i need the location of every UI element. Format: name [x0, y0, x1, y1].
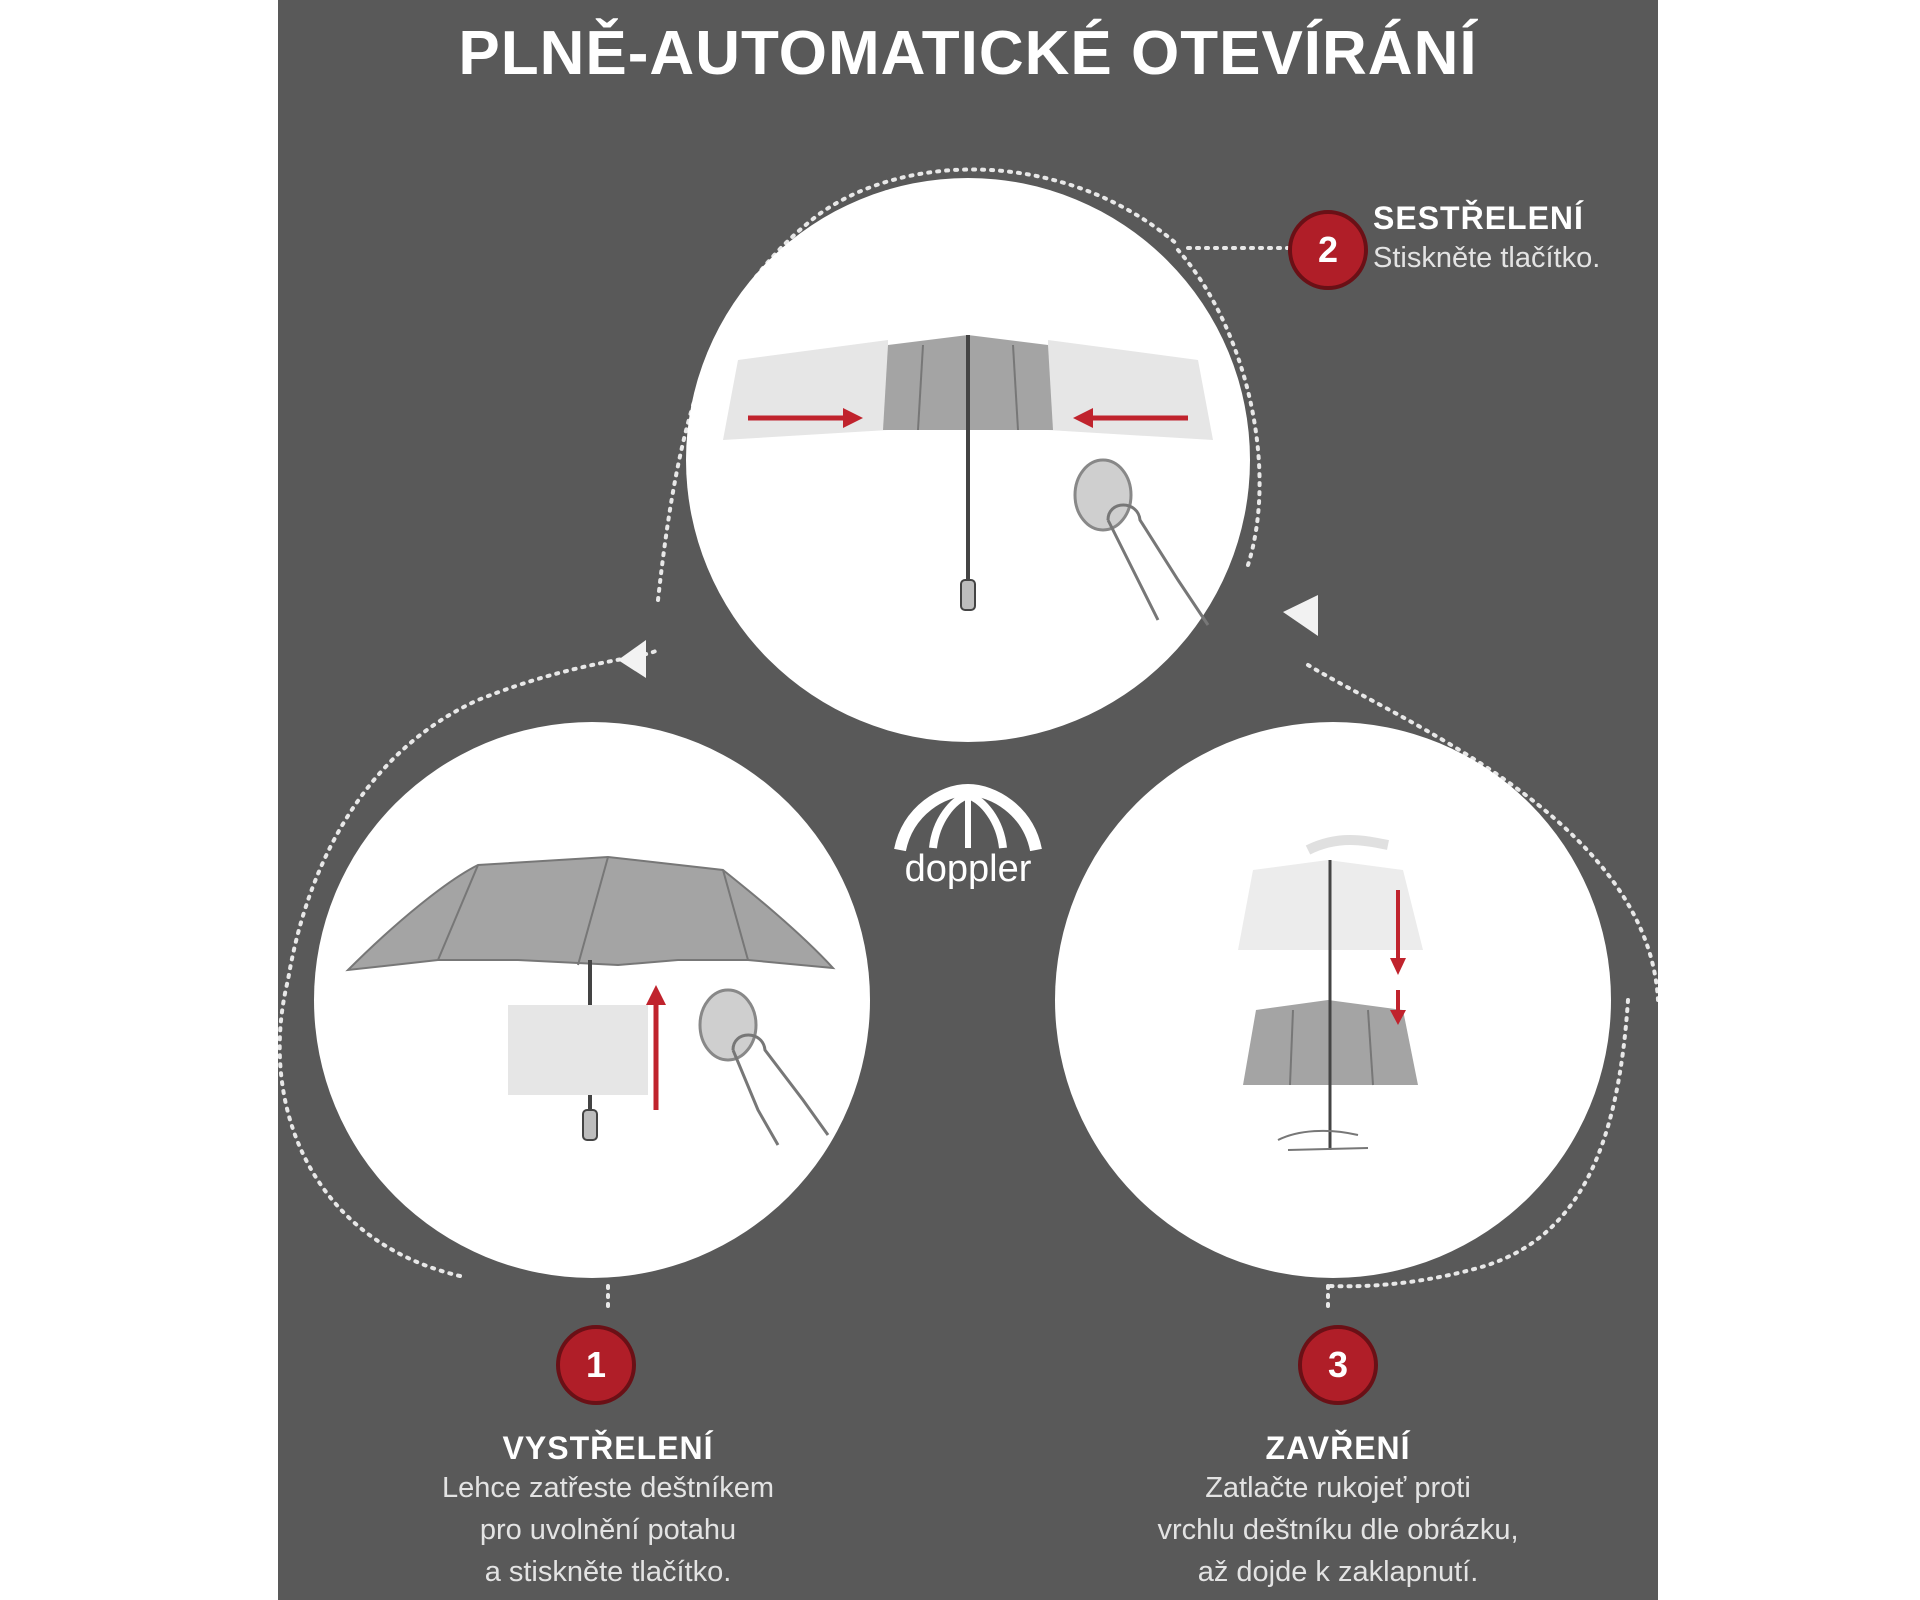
step-3-badge: 3	[1298, 1325, 1378, 1405]
step-3-line-2: vrchlu deštníku dle obrázku,	[1157, 1514, 1519, 1546]
step-1-badge: 1	[556, 1325, 636, 1405]
step-3-title: ZAVŘENÍ	[1265, 1430, 1411, 1466]
step-3-line-1: Zatlačte rukojeť proti	[1205, 1472, 1471, 1504]
step-1-illustration	[314, 722, 870, 1278]
step-1-line-3: a stiskněte tlačítko.	[484, 1556, 732, 1588]
step-2-line-1: Stiskněte tlačítko.	[1373, 242, 1601, 274]
step-1-text-block	[338, 1430, 878, 1593]
step-3-line-3: až dojde k zaklapnutí.	[1197, 1556, 1479, 1588]
step-1-line-2: pro uvolnění potahu	[479, 1514, 737, 1546]
page-title: PLNĚ-AUTOMATICKÉ OTEVÍRÁNÍ	[458, 19, 1478, 88]
step-3-illustration	[1055, 722, 1611, 1278]
doppler-logo-icon	[900, 790, 1036, 850]
step-3-text-block	[1038, 1430, 1638, 1593]
cycle-arrow-icon	[618, 640, 646, 678]
cycle-arrow-icon	[1283, 595, 1318, 636]
step-2-text-block	[1373, 200, 1600, 279]
step-2-badge: 2	[1288, 210, 1368, 290]
instruction-panel	[278, 0, 1658, 1600]
step-1-title: VYSTŘELENÍ	[502, 1430, 714, 1466]
step-2-illustration	[686, 178, 1250, 742]
brand-logo-text: doppler	[904, 848, 1032, 890]
step-2-title: SESTŘELENÍ	[1373, 200, 1584, 236]
step-1-line-1: Lehce zatřeste deštníkem	[441, 1472, 775, 1504]
